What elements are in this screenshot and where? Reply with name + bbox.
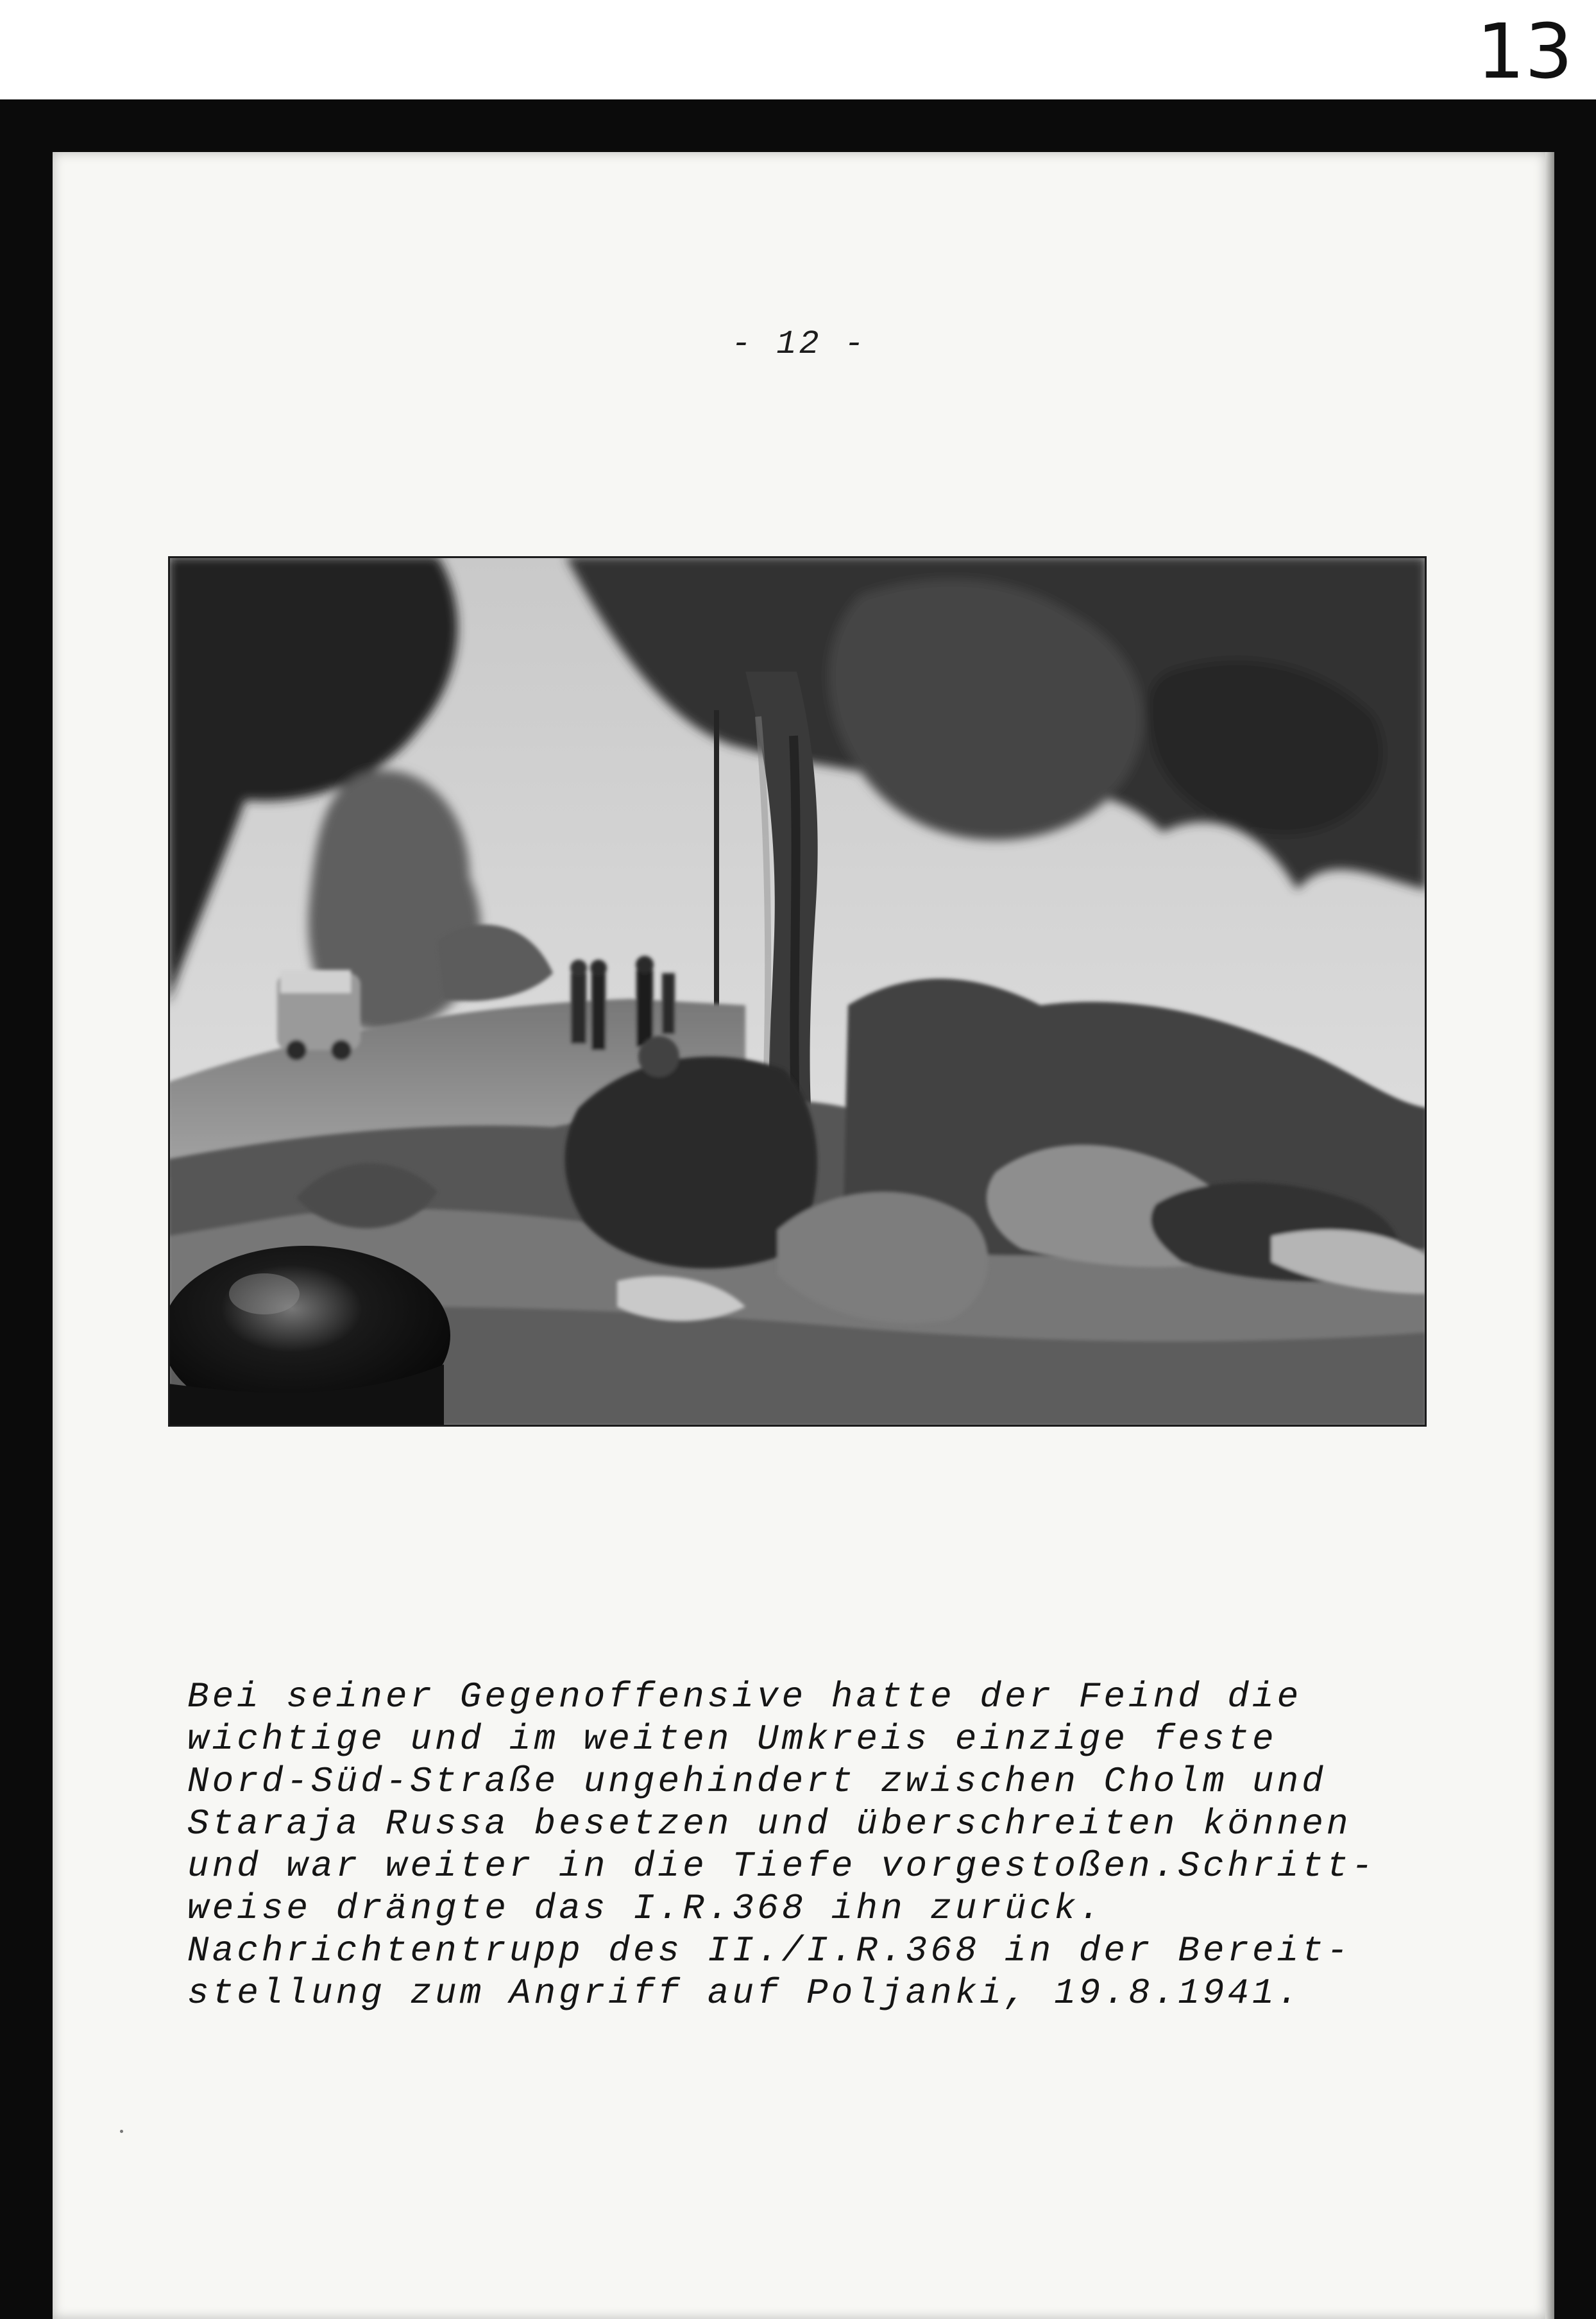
caption-line: Staraja Russa besetzen und überschreiten können — [187, 1803, 1352, 1844]
caption-line: Nord-Süd-Straße ungehindert zwischen Cholm und — [187, 1761, 1327, 1802]
paper-edge — [1545, 152, 1554, 2319]
document-page — [53, 152, 1545, 2319]
scan-background — [0, 99, 1596, 2319]
caption-line: weise drängte das I.R.368 ihn zurück. — [187, 1888, 1104, 1929]
caption-line: Bei seiner Gegenoffensive hatte der Feind die — [187, 1676, 1302, 1717]
scan-sheet-number: 13 — [1476, 7, 1573, 96]
soldiers-in-roadside-grass-photo — [168, 556, 1427, 1427]
foreground-helmet — [168, 1246, 450, 1427]
photo-caption — [187, 1676, 1457, 2014]
paper-speck — [120, 2130, 123, 2133]
photo-image — [168, 556, 1427, 1427]
caption-line: und war weiter in die Tiefe vorgestoßen.Schritt- — [187, 1846, 1377, 1887]
page-number: - 12 - — [731, 325, 867, 363]
caption-line: stellung zum Angriff auf Poljanki, 19.8.1941. — [187, 1973, 1302, 2014]
caption-line: Nachrichtentrupp des II./I.R.368 in der Bereit- — [187, 1930, 1352, 1971]
caption-line: wichtige und im weiten Umkreis einzige feste — [187, 1719, 1277, 1760]
